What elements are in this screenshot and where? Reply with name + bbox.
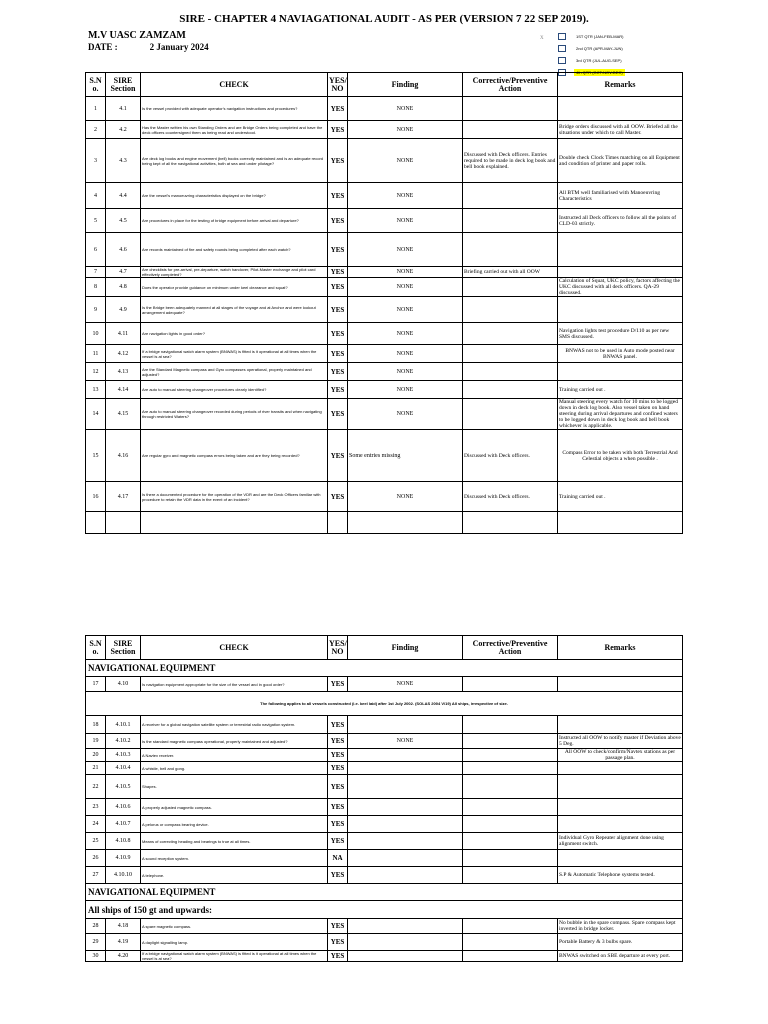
table-row xyxy=(86,183,683,209)
yes-no-value: YES xyxy=(328,734,348,749)
check-text: Are deck log books and engine movement (bell) books correctly maintained and is an adequate record being kept of all the navigational activities, both at sea and under pilotage? xyxy=(141,139,328,183)
remarks-text xyxy=(558,297,683,323)
check-text: Are auto to manual steering changeover recorded during periods of river transits and when navigating through restricted Waters? xyxy=(141,399,328,430)
corrective-action-text xyxy=(463,799,558,816)
sire-section: 4.10.9 xyxy=(106,850,141,867)
check-text: A telephone. xyxy=(141,867,328,884)
quarter-label: 1ST QTR (JAN-FEB-MAR) xyxy=(576,33,624,39)
corrective-action-text: Briefing carried out with all OOW xyxy=(463,267,558,278)
table-row xyxy=(86,278,683,297)
row-number: 16 xyxy=(86,482,106,512)
finding-text xyxy=(348,867,463,884)
check-text: Is there a documented procedure for the operation of the VDR and are the Deck Officers familiar with procedure to retain the VDR data in the event of an incident? xyxy=(141,482,328,512)
finding-text: NONE xyxy=(348,297,463,323)
corrective-action-text xyxy=(463,233,558,267)
audit-table-2 xyxy=(85,635,683,962)
remarks-text: Calculation of Squat, UKC policy, factors affecting the UKC discussed with all deck officers. QA-29 discussed. xyxy=(558,278,683,297)
table-row xyxy=(86,816,683,833)
table-row xyxy=(86,482,683,512)
check-text: If a bridge navigational watch alarm system (BNWAS) is fitted is it operational at all times when the vessel is at sea? xyxy=(141,345,328,363)
yes-no-value: YES xyxy=(328,833,348,850)
row-number: 14 xyxy=(86,399,106,430)
corrective-action-text xyxy=(463,934,558,951)
corrective-action-text xyxy=(463,951,558,962)
remarks-text: All OOW to check/confirm/Navtex stations as per passage plan. xyxy=(558,749,683,762)
corrective-action-text xyxy=(463,97,558,121)
corrective-action-text xyxy=(463,121,558,139)
finding-text: NONE xyxy=(348,677,463,692)
remarks-text xyxy=(558,233,683,267)
table-row xyxy=(86,951,683,962)
section-subheading: All ships of 150 gt and upwards: xyxy=(86,901,683,919)
yes-no-value: YES xyxy=(328,762,348,775)
finding-text xyxy=(348,716,463,734)
finding-text xyxy=(348,775,463,799)
sire-section: 4.7 xyxy=(106,267,141,278)
sire-section: 4.9 xyxy=(106,297,141,323)
yes-no-value: YES xyxy=(328,345,348,363)
yes-no-value: YES xyxy=(328,816,348,833)
solas-note: The following applies to all vessels constructed (i.e. keel laid) after 1st July 2002. (SOLAS 2004 V/19) All ships, irrespective of size. xyxy=(86,692,683,716)
audit-table-1 xyxy=(85,72,683,534)
check-text: A sound reception system. xyxy=(141,850,328,867)
col-finding: Finding xyxy=(348,73,463,97)
table-row xyxy=(86,919,683,934)
finding-text xyxy=(348,850,463,867)
corrective-action-text xyxy=(463,323,558,345)
remarks-text: Compass Error to be taken with both Terrestrial And Celestial objects a when possible . xyxy=(558,430,683,482)
table-row xyxy=(86,716,683,734)
finding-text: NONE xyxy=(348,381,463,399)
remarks-text xyxy=(558,363,683,381)
corrective-action-text xyxy=(463,919,558,934)
row-number: 20 xyxy=(86,749,106,762)
check-text: Are navigation lights in good order? xyxy=(141,323,328,345)
row-number: 6 xyxy=(86,233,106,267)
yes-no-value: YES xyxy=(328,139,348,183)
remarks-text xyxy=(558,816,683,833)
row-number: 3 xyxy=(86,139,106,183)
finding-text: NONE xyxy=(348,139,463,183)
yes-no-value: YES xyxy=(328,278,348,297)
date-value: 2 January 2024 xyxy=(149,42,209,52)
quarter-1 xyxy=(558,30,625,42)
corrective-action-text xyxy=(463,345,558,363)
sire-section: 4.10.5 xyxy=(106,775,141,799)
quarter-label: 3rd QTR (JUL-AUG-SEP) xyxy=(576,57,622,63)
yes-no-value: YES xyxy=(328,951,348,962)
row-number: 30 xyxy=(86,951,106,962)
quarter-2 xyxy=(558,42,625,54)
finding-text: NONE xyxy=(348,323,463,345)
row-number: 9 xyxy=(86,297,106,323)
corrective-action-text xyxy=(463,749,558,762)
col-remarks: Remarks xyxy=(558,636,683,660)
yes-no-value: YES xyxy=(328,267,348,278)
table-row xyxy=(86,430,683,482)
row-number: 2 xyxy=(86,121,106,139)
corrective-action-text: Discussed with Deck officers. xyxy=(463,430,558,482)
col-check: CHECK xyxy=(141,636,328,660)
col-action: Corrective/Preventive Action xyxy=(463,636,558,660)
remarks-text: Instructed all OOW to notify master if Deviation above 5 Deg. xyxy=(559,735,681,747)
col-finding: Finding xyxy=(348,636,463,660)
row-number: 26 xyxy=(86,850,106,867)
finding-text: NONE xyxy=(348,183,463,209)
remarks-text xyxy=(558,716,683,734)
table-row xyxy=(86,267,683,278)
remarks-text: Manual steering every watch for 10 mins to be logged down in deck log book. Also vessel taken on hand steering during arrival departures and confined waters to be logged down in deck log book and bell book whichever is applicable. xyxy=(558,399,683,430)
finding-text: NONE xyxy=(348,233,463,267)
remarks-text xyxy=(558,97,683,121)
check-text: Is the vessel provided with adequate operator's navigation instructions and procedures? xyxy=(141,97,328,121)
table-row xyxy=(86,762,683,775)
remarks-text: BNWAS switched on SBE departure at every port. xyxy=(558,951,683,962)
check-text: Does the operator provide guidance on minimum under keel clearance and squat? xyxy=(141,278,328,297)
section-heading-row xyxy=(86,660,683,677)
corrective-action-text xyxy=(463,399,558,430)
table-header-row xyxy=(86,73,683,97)
remarks-text xyxy=(558,850,683,867)
table-row xyxy=(86,934,683,951)
finding-text xyxy=(348,749,463,762)
sire-section: 4.10.2 xyxy=(106,734,141,749)
check-text: Is navigation equipment appropriate for the size of the vessel and in good order? xyxy=(141,677,328,692)
finding-text xyxy=(348,951,463,962)
finding-text: NONE xyxy=(348,267,463,278)
finding-text xyxy=(348,919,463,934)
sire-section: 4.10.1 xyxy=(106,716,141,734)
row-number: 1 xyxy=(86,97,106,121)
finding-text: Some entries missing xyxy=(348,430,463,482)
row-number: 8 xyxy=(86,278,106,297)
table-row xyxy=(86,677,683,692)
yes-no-value: YES xyxy=(328,363,348,381)
quarter-3 xyxy=(558,54,625,66)
finding-text xyxy=(348,833,463,850)
row-number: 5 xyxy=(86,209,106,233)
finding-text: NONE xyxy=(348,482,463,512)
corrective-action-text xyxy=(463,297,558,323)
sire-section: 4.4 xyxy=(106,183,141,209)
empty-cell xyxy=(558,512,683,534)
table-row xyxy=(86,850,683,867)
table-row xyxy=(86,833,683,850)
check-text: Are the vessel's manoeuvring characteristics displayed on the bridge? xyxy=(141,183,328,209)
date-label: DATE : xyxy=(88,42,118,52)
empty-cell xyxy=(348,512,463,534)
row-number: 19 xyxy=(86,734,106,749)
table-row xyxy=(86,775,683,799)
finding-text: NONE xyxy=(348,399,463,430)
corrective-action-text xyxy=(463,363,558,381)
section-heading: NAVIGATIONAL EQUIPMENT xyxy=(86,660,683,677)
corrective-action-text xyxy=(463,850,558,867)
quarter-legend xyxy=(558,30,625,78)
empty-cell xyxy=(328,512,348,534)
row-number: 12 xyxy=(86,363,106,381)
finding-text xyxy=(348,934,463,951)
check-text: Means of correcting heading and bearings to true at all times. xyxy=(141,833,328,850)
remarks-text: Instructed all Deck officers to follow all the points of CLD-03 strictly. xyxy=(558,209,683,233)
sire-section: 4.6 xyxy=(106,233,141,267)
table-row xyxy=(86,323,683,345)
sire-section: 4.11 xyxy=(106,323,141,345)
remarks-text: Navigation lights test procedure D/110 as per new SMS discussed. xyxy=(558,323,683,345)
finding-text: NONE xyxy=(348,345,463,363)
corrective-action-text xyxy=(463,183,558,209)
table-row xyxy=(86,121,683,139)
yes-no-value: YES xyxy=(328,297,348,323)
col-yesno: YES/ NO xyxy=(328,636,348,660)
corrective-action-text xyxy=(463,734,558,749)
corrective-action-text: Discussed with Deck officers. xyxy=(463,482,558,512)
quarter-mark: X xyxy=(540,36,544,41)
corrective-action-text xyxy=(463,716,558,734)
corrective-action-text xyxy=(463,867,558,884)
col-section: SIRE Section xyxy=(106,73,141,97)
quarter-checkbox[interactable] xyxy=(558,33,566,40)
section-heading: NAVIGATIONAL EQUIPMENT xyxy=(86,884,683,901)
yes-no-value: YES xyxy=(328,97,348,121)
finding-text: NONE xyxy=(348,97,463,121)
row-number: 10 xyxy=(86,323,106,345)
row-number: 25 xyxy=(86,833,106,850)
remarks-text xyxy=(558,799,683,816)
ship-name: M.V UASC ZAMZAM xyxy=(88,30,186,41)
table-row xyxy=(86,867,683,884)
remarks-text xyxy=(558,267,683,278)
sire-section: 4.20 xyxy=(106,951,141,962)
corrective-action-text xyxy=(463,278,558,297)
sire-section: 4.16 xyxy=(106,430,141,482)
yes-no-value: YES xyxy=(328,399,348,430)
check-text: Is the Bridge been adequately manned at all stages of the voyage and at Anchor and were lookout arrangement adequate? xyxy=(141,297,328,323)
table-row xyxy=(86,363,683,381)
remarks-text xyxy=(558,762,683,775)
yes-no-value: YES xyxy=(328,381,348,399)
sire-section: 4.18 xyxy=(106,919,141,934)
sire-section: 4.10.8 xyxy=(106,833,141,850)
check-text: Are regular gyro and magnetic compass errors being taken and are they being recorded? xyxy=(141,430,328,482)
remarks-text: Individual Gyro Repeater alignment done using alignment switch. xyxy=(558,833,683,850)
empty-cell xyxy=(463,512,558,534)
corrective-action-text xyxy=(463,816,558,833)
remarks-text xyxy=(558,677,683,692)
table-row xyxy=(86,233,683,267)
remarks-text: S.P & Automatic Telephone systems tested. xyxy=(558,867,683,884)
sire-section: 4.8 xyxy=(106,278,141,297)
empty-cell xyxy=(106,512,141,534)
check-text: Are auto to manual steering changeover procedures clearly identified? xyxy=(141,381,328,399)
check-text: Are records maintained of fire and safety rounds being completed after each watch? xyxy=(141,233,328,267)
row-number: 24 xyxy=(86,816,106,833)
yes-no-value: YES xyxy=(328,919,348,934)
yes-no-value: YES xyxy=(328,482,348,512)
yes-no-value: YES xyxy=(328,183,348,209)
col-yesno: YES/ NO xyxy=(328,73,348,97)
section-subheading-row xyxy=(86,901,683,919)
table-row xyxy=(86,345,683,363)
check-text: A pelorus or compass bearing device. xyxy=(141,816,328,833)
corrective-action-text xyxy=(463,381,558,399)
table-row xyxy=(86,749,683,762)
quarter-label: 2nd QTR (APR-MAY-JUN) xyxy=(576,45,623,51)
sire-section: 4.12 xyxy=(106,345,141,363)
remarks-text: Double check Clock Times matching on all Equipment and condition of printer and paper rolls. xyxy=(558,139,683,183)
empty-cell xyxy=(141,512,328,534)
table-header-row xyxy=(86,636,683,660)
remarks-text: Bridge orders discussed with all OOW. Briefed all the situations under which to call Master. xyxy=(558,121,683,139)
row-number: 15 xyxy=(86,430,106,482)
solas-note-row xyxy=(86,692,683,716)
sire-section: 4.5 xyxy=(106,209,141,233)
row-number: 23 xyxy=(86,799,106,816)
check-text: Are the Standard Magnetic compass and Gyro compasses operational, properly maintained and adjusted? xyxy=(141,363,328,381)
yes-no-value: YES xyxy=(328,677,348,692)
col-remarks: Remarks xyxy=(558,73,683,97)
finding-text: NONE xyxy=(348,209,463,233)
remarks-text: All BTM well familiarised with Manoeuvring Characteristics xyxy=(558,183,683,209)
yes-no-value: YES xyxy=(328,209,348,233)
section-heading-row xyxy=(86,884,683,901)
row-number: 22 xyxy=(86,775,106,799)
remarks-text: Training carried out . xyxy=(558,381,683,399)
sire-section: 4.10.3 xyxy=(106,749,141,762)
remarks-text: No bubble in the spare compass. Spare compass kept inverted in bridge locker. xyxy=(558,919,683,934)
sire-section: 4.10.4 xyxy=(106,762,141,775)
col-check: CHECK xyxy=(141,73,328,97)
sire-section: 4.1 xyxy=(106,97,141,121)
table-row xyxy=(86,297,683,323)
check-text: A properly adjusted magnetic compass. xyxy=(141,799,328,816)
check-text: Has the Master written his own Standing Orders and are Bridge Orders being completed and have the deck officers countersigned them as being read and understood. xyxy=(141,121,328,139)
finding-text: NONE xyxy=(348,121,463,139)
yes-no-value: YES xyxy=(328,867,348,884)
col-action: Corrective/Preventive Action xyxy=(463,73,558,97)
quarter-checkbox[interactable] xyxy=(558,45,566,52)
sire-section: 4.10.7 xyxy=(106,816,141,833)
sire-section: 4.2 xyxy=(106,121,141,139)
corrective-action-text xyxy=(463,762,558,775)
corrective-action-text xyxy=(463,775,558,799)
remarks-text xyxy=(558,775,683,799)
table-row xyxy=(86,209,683,233)
check-text: A whistle, bell and gong. xyxy=(141,762,328,775)
row-number: 11 xyxy=(86,345,106,363)
yes-no-value: YES xyxy=(328,934,348,951)
table-row xyxy=(86,734,683,749)
row-number: 13 xyxy=(86,381,106,399)
row-number: 21 xyxy=(86,762,106,775)
table-row xyxy=(86,799,683,816)
audit-date xyxy=(88,42,209,52)
corrective-action-text: Discussed with Deck officers. Entries required to be made in deck log book and bell book explained. xyxy=(463,139,558,183)
sire-section: 4.10 xyxy=(106,677,141,692)
check-text: Shapes. xyxy=(141,775,328,799)
remarks-text: Portable Battery & 3 bulbs spare. xyxy=(558,934,683,951)
sire-section: 4.10.6 xyxy=(106,799,141,816)
corrective-action-text xyxy=(463,209,558,233)
quarter-label-highlighted: 4th QTR (OCT-NOV-DEC) xyxy=(576,69,623,75)
sire-section: 4.3 xyxy=(106,139,141,183)
sire-section: 4.13 xyxy=(106,363,141,381)
row-number: 29 xyxy=(86,934,106,951)
table-row xyxy=(86,381,683,399)
row-number: 28 xyxy=(86,919,106,934)
check-text: If a bridge navigational watch alarm system (BNWAS) is fitted is it operational at all times when the vessel is at sea? xyxy=(141,951,328,962)
yes-no-value: YES xyxy=(328,799,348,816)
finding-text xyxy=(348,816,463,833)
check-text: Are checklists for pre-arrival, pre-departure, watch handover, Pilot-Master exchange and pilot card effectively completed? xyxy=(141,267,328,278)
page-title: SIRE - CHAPTER 4 NAVIAGATIONAL AUDIT - AS PER (VERSION 7 22 SEP 2019). xyxy=(179,13,589,25)
quarter-checkbox[interactable] xyxy=(558,57,566,64)
yes-no-value: YES xyxy=(328,749,348,762)
yes-no-value: YES xyxy=(328,716,348,734)
yes-no-value: YES xyxy=(328,775,348,799)
sire-section: 4.19 xyxy=(106,934,141,951)
table-row xyxy=(86,97,683,121)
finding-text xyxy=(348,799,463,816)
yes-no-value: YES xyxy=(328,323,348,345)
col-sn: S.N o. xyxy=(86,636,106,660)
col-sn: S.N o. xyxy=(86,73,106,97)
yes-no-value: YES xyxy=(328,233,348,267)
finding-text: NONE xyxy=(348,734,463,749)
finding-text xyxy=(348,762,463,775)
corrective-action-text xyxy=(463,677,558,692)
sire-section: 4.10.10 xyxy=(106,867,141,884)
check-text: A spare magnetic compass. xyxy=(141,919,328,934)
empty-row xyxy=(86,512,683,534)
row-number: 4 xyxy=(86,183,106,209)
corrective-action-text xyxy=(463,833,558,850)
yes-no-value: NA xyxy=(328,850,348,867)
row-number: 17 xyxy=(86,677,106,692)
row-number: 7 xyxy=(86,267,106,278)
row-number: 18 xyxy=(86,716,106,734)
check-text: A Navtex receiver. xyxy=(141,749,328,762)
sire-section: 4.14 xyxy=(106,381,141,399)
sire-section: 4.17 xyxy=(106,482,141,512)
yes-no-value: YES xyxy=(328,121,348,139)
check-text: A daylight signalling lamp. xyxy=(141,934,328,951)
finding-text: NONE xyxy=(348,363,463,381)
check-text: Is the standard magnetic compass operational, properly maintained and adjusted? xyxy=(141,734,328,749)
finding-text: NONE xyxy=(348,278,463,297)
check-text: A receiver for a global navigation satellite system or terrestrial radio navigation system. xyxy=(141,716,328,734)
empty-cell xyxy=(86,512,106,534)
col-section: SIRE Section xyxy=(106,636,141,660)
yes-no-value: YES xyxy=(328,430,348,482)
sire-section: 4.15 xyxy=(106,399,141,430)
remarks-text: Training carried out . xyxy=(558,482,683,512)
table-row xyxy=(86,399,683,430)
table-row xyxy=(86,139,683,183)
row-number: 27 xyxy=(86,867,106,884)
remarks-text: BNWAS not to be used in Auto mode posted near BNWAS panel. xyxy=(558,345,683,363)
check-text: Are procedures in place for the testing of bridge equipment before arrival and departure? xyxy=(141,209,328,233)
